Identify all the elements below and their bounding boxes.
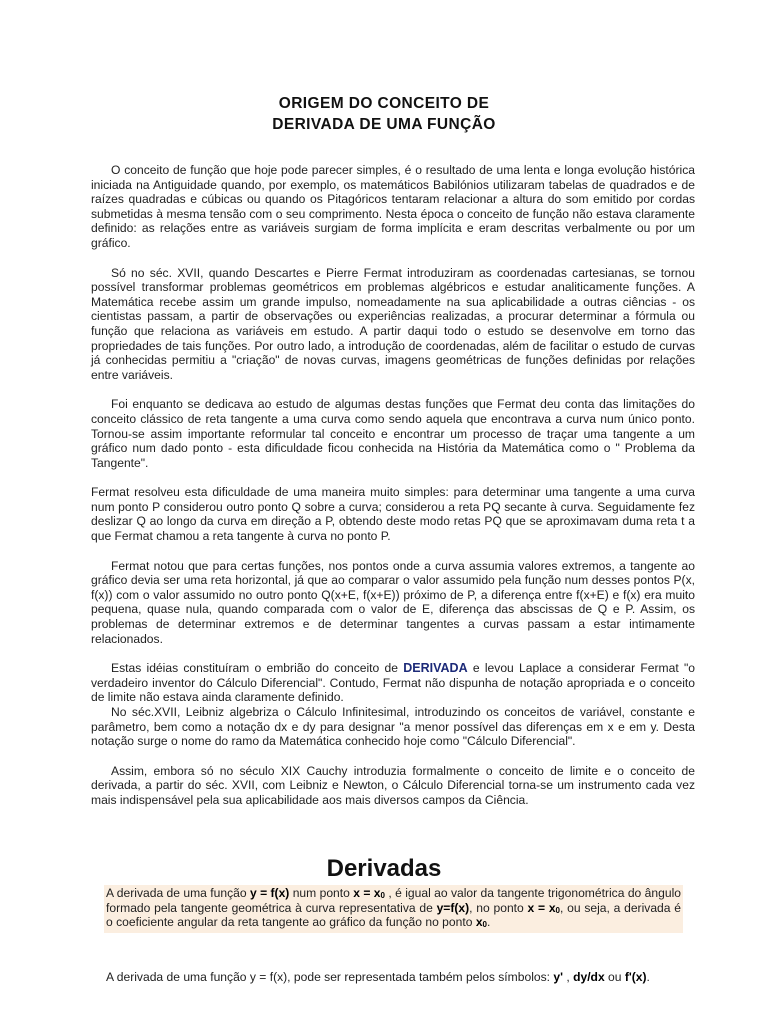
paragraph-6-start: Estas idéias constituíram o embrião do conceito de: [111, 661, 404, 676]
notation-text-4: .: [646, 970, 650, 984]
paragraph-1: O conceito de função que hoje pode parecer simples, é o resultado de uma lenta e longa evolução histórica iniciada na Antiguidade quando, por exemplo, os matemáticos Babilónios utilizaram tabelas de quadrados e de raízes quadradas e cúbicas ou quando os Pitagóricos tentaram relacionar a altura do som emitido por cordas submetidas à mesma tensão com o seu comprimento. Nesta época o conceito de função não estava claramente definido: as relações entre as variáveis surgiam de forma implícita e eram descritas verbalmente ou por um gráfico.: [91, 163, 695, 250]
notation-dy-dx: dy/dx: [573, 970, 605, 984]
def-bold-3: y=f(x): [436, 900, 470, 915]
def-bold-5-text: x: [475, 915, 483, 930]
section-heading: Derivadas: [326, 855, 442, 882]
paragraph-6-end: e levou Laplace a considerar Fermat "o verdadeiro inventor do Cálculo Diferencial". Contudo, Fermat não dispunha de notação apropriada e o conceito de limite não estava ainda claramente definido.: [91, 661, 695, 705]
paragraph-5: Fermat notou que para certas funções, nos pontos onde a curva assumia valores extremos, a tangente ao gráfico devia ser uma reta horizontal, já que ao comparar o valor assumido pela função num desses pontos P(x, f(x)) com o valor assumido no outro ponto Q(x+E, f(x+E)) próximo de P, a diferença entre f(x+E) e f(x) era muito pequena, quase nula, quando comparada com o valor de E, diferença das abscissas de Q e P. Assim, os problemas de determinar extremos e de determinar tangentes a curvas passam a estar intimamente relacionados.: [91, 558, 695, 646]
document-body: [91, 163, 695, 823]
def-sub-2: 0: [380, 891, 385, 900]
title-line-2: DERIVADA DE UMA FUNÇÃO: [272, 116, 496, 133]
paragraph-3: Foi enquanto se dedicava ao estudo de algumas destas funções que Fermat deu conta das limitações do conceito clássico de reta tangente a uma curva como sendo aquela que encontrava a curva num único ponto. Tornou-se assim importante reformular tal conceito e encontrar um processo de traçar uma tangente a um gráfico num dado ponto - esta dificuldade ficou conhecida na História da Matemática como o " Problema da Tangente".: [91, 397, 695, 470]
def-bold-1: y = f(x): [249, 886, 290, 900]
notation-text-2: ,: [562, 970, 574, 984]
def-bold-2-text: x = x: [353, 886, 381, 900]
def-text-2: num ponto: [289, 886, 354, 900]
notation-line: [106, 970, 706, 985]
def-text-1: A derivada de uma função: [106, 886, 250, 900]
paragraph-6: [91, 661, 695, 705]
notation-y-prime: y': [553, 970, 563, 984]
def-bold-4: [528, 901, 560, 915]
derivada-highlight: DERIVADA: [403, 661, 468, 676]
def-sub-5: 0: [482, 920, 487, 930]
title-line-1: ORIGEM DO CONCEITO DE: [278, 95, 490, 112]
paragraph-4: Fermat resolveu esta dificuldade de uma maneira muito simples: para determinar uma tangente a uma curva num ponto P considerou outro ponto Q sobre a curva; considerou a reta PQ secante à curva. Seguidamente fez deslizar Q ao longo da curva em direção a P, obtendo deste modo retas PQ que se aproximavam duma reta t a que Fermat chamou a reta tangente à curva no ponto P.: [91, 485, 695, 544]
def-bold-5: [476, 915, 487, 929]
paragraph-2: Só no séc. XVII, quando Descartes e Pierre Fermat introduziram as coordenadas cartesianas, se tornou possível transformar problemas geométricos em problemas algébricos e estudar analiticamente funções. A Matemática recebe assim um grande impulso, nomeadamente na sua aplicabilidade a outras ciências - os cientistas passam, a partir de observações ou experiências realizadas, a procurar determinar a fórmula ou função que relaciona as variáveis em estudo. A partir daqui todo o estudo se desenvolve em torno das propriedades de tais funções. Por outro lado, a introdução de coordenadas, além de facilitar o estudo de curvas já conhecidas permitiu a "criação" de novas curvas, imagens geométricas de funções definidas por relações entre variáveis.: [91, 265, 695, 382]
paragraph-7: No séc.XVII, Leibniz algebriza o Cálculo Infinitesimal, introduzindo os conceitos de variável, constante e parâmetro, bem como a notação dx e dy para designar "a menor possível das diferenças em x e em y. Desta notação surge o nome do ramo da Matemática conhecido hoje como "Cálculo Diferencial".: [91, 705, 695, 749]
notation-f-prime: f'(x): [624, 970, 647, 984]
definition-box: [104, 885, 683, 933]
def-text-5: , ou seja, a derivada é o coeficiente angular da reta tangente ao gráfico da função no ponto: [106, 900, 681, 930]
def-text-3: , é igual ao valor da tangente trigonométrica do ângulo formado pela tangente geométrica à curva representativa de: [106, 886, 681, 915]
def-text-6: .: [487, 915, 491, 930]
document-title: [0, 93, 768, 135]
notation-text-3: ou: [604, 970, 625, 984]
paragraph-8: Assim, embora só no século XIX Cauchy introduzia formalmente o conceito de limite e o conceito de derivada, a partir do séc. XVII, com Leibniz e Newton, o Cálculo Diferencial torna-se um instrumento cada vez mais indispensável pela sua aplicabilidade aos mais diversos campos da Ciência.: [91, 763, 695, 807]
def-bold-2: [353, 886, 385, 900]
def-sub-4: 0: [555, 905, 560, 915]
notation-text-1: A derivada de uma função y = f(x), pode ser representada também pelos símbolos:: [106, 970, 554, 984]
def-bold-4-text: x = x: [527, 900, 556, 915]
def-text-4: , no ponto: [469, 900, 528, 915]
